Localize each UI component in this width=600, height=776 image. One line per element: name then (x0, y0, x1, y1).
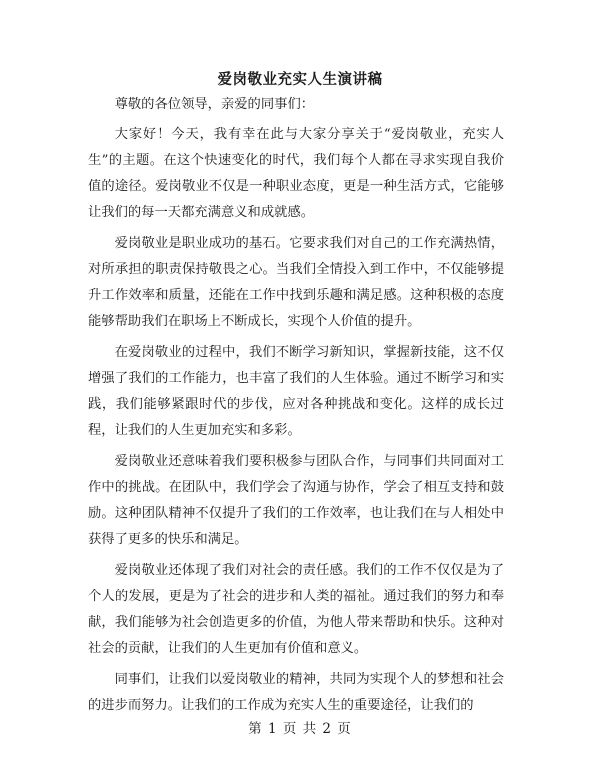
salutation: 尊敬的各位领导，亲爱的同事们： (114, 97, 315, 112)
paragraph-3: 在爱岗敬业的过程中，我们不断学习新知识，掌握新技能，这不仅增强了我们的工作能力，也丰富了我们的人生体验。通过不断学习和实践，我们能够紧跟时代的步伐，应对各种挑战和变化。这样的成长过程，让我们的人生更加充实和多彩。 (88, 345, 504, 438)
paragraph-2: 爱岗敬业是职业成功的基石。它要求我们对自己的工作充满热情，对所承担的职责保持敬畏之心。当我们全情投入到工作中，不仅能够提升工作效率和质量，还能在工作中找到乐趣和满足感。这种积极的态度能够帮助我们在职场上不断成长，实现个人价值的提升。 (88, 236, 504, 329)
paragraph-1: 大家好！今天，我有幸在此与大家分享关于“爱岗敬业，充实人生”的主题。在这个快速变化的时代，我们每个人都在寻求实现自我价值的途径。爱岗敬业不仅是一种职业态度，更是一种生活方式，它能够让我们的每一天都充满意义和成就感。 (88, 127, 504, 220)
document-body (88, 92, 504, 724)
paragraph-4: 爱岗敬业还意味着我们要积极参与团队合作，与同事们共同面对工作中的挑战。在团队中，我们学会了沟通与协作，学会了相互支持和鼓励。这种团队精神不仅提升了我们的工作效率，也让我们在与人相处中获得了更多的快乐和满足。 (88, 454, 504, 547)
paragraph-6: 同事们，让我们以爱岗敬业的精神，共同为实现个人的梦想和社会的进步而努力。让我们的工作成为充实人生的重要途径，让我们的 (88, 672, 504, 713)
document-title: 爱岗敬业充实人生演讲稿 (217, 71, 383, 88)
page-number-footer: 第 1 页 共 2 页 (248, 721, 352, 737)
paragraph-5: 爱岗敬业还体现了我们对社会的责任感。我们的工作不仅仅是为了个人的发展，更是为了社会的进步和人类的福祉。通过我们的努力和奉献，我们能够为社会创造更多的价值，为他人带来帮助和快乐。这种对社会的贡献，让我们的人生更加有价值和意义。 (88, 563, 504, 656)
